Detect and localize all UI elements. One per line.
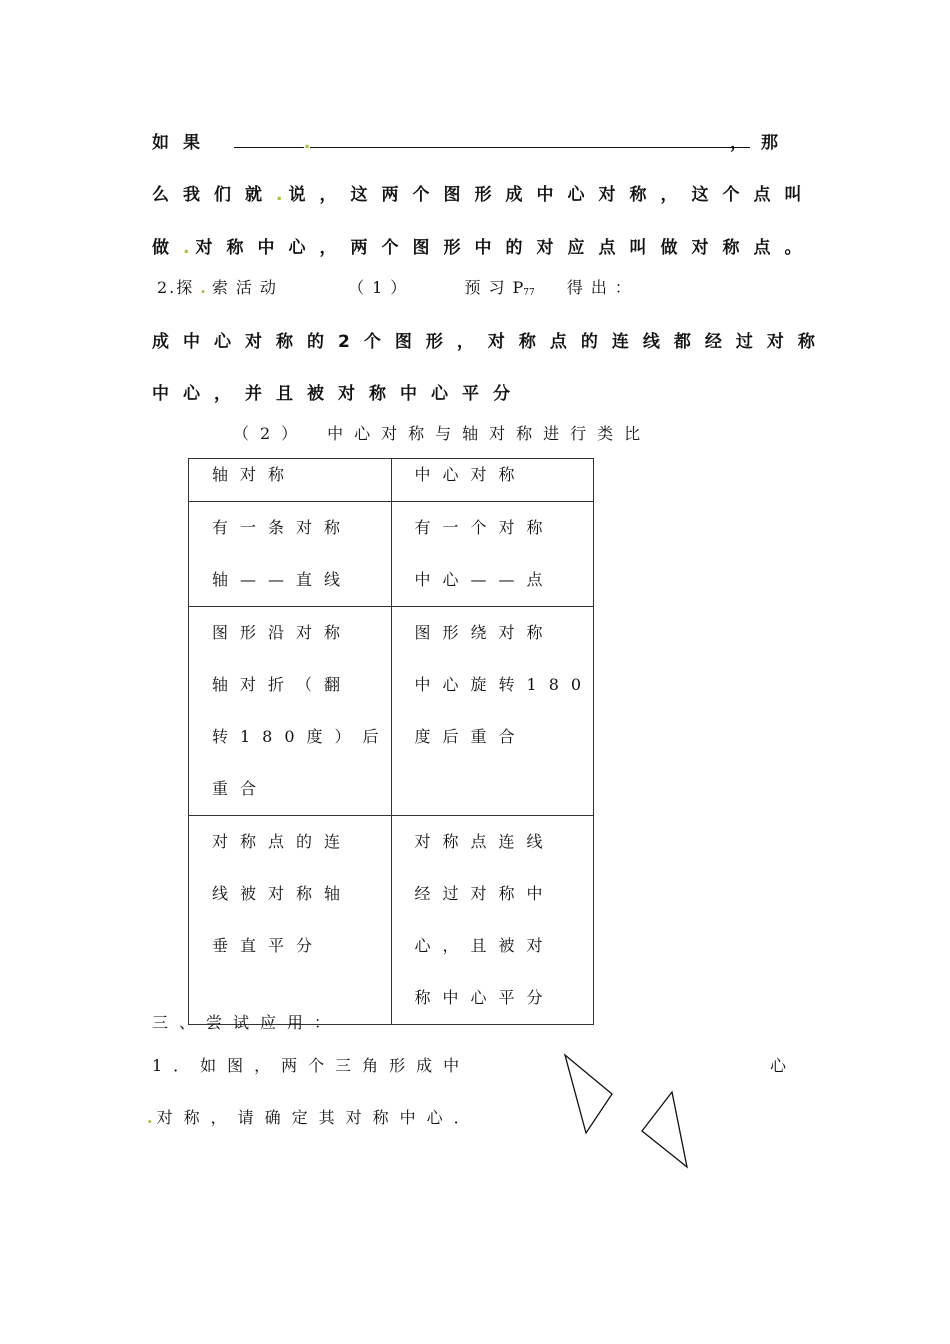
cell-line: 图形绕对称 [414,623,555,642]
para1-line3a: 做 [152,238,183,258]
table-cell [391,502,594,607]
q1-line2-text: 对称，请确定其对称中心． [156,1108,481,1127]
triangle-b [642,1092,687,1167]
conclusion-line2: 中心，并且被对称中心平分 [152,384,524,404]
activity-label-b: 索活动 [211,278,284,297]
page-ref-letter: P [512,278,524,297]
cell-line: 有一条对称 [212,518,353,537]
triangle-a [565,1055,612,1133]
cell-line: 图形沿对称 [212,623,353,642]
table-header-cell: 轴对称 [189,459,392,502]
para1-line2a: 么我们就 [152,185,276,205]
cell-line: 轴——直线 [212,570,353,589]
fill-blank-long[interactable] [310,135,750,148]
q1-line1-tail: 心 [770,1056,787,1075]
page-ref-number: 77 [523,288,535,298]
cell-line: 重合 [212,779,269,798]
table-cell [391,607,594,816]
activity-part1: （1） [348,278,415,297]
page-ref [512,278,534,297]
table-cell [189,607,392,816]
cell-line: 垂直平分 [212,936,325,955]
accent-dot-icon: . [276,185,289,205]
fill-blank-short[interactable] [234,135,304,148]
q1-line1: 1．如图，两个三角形成中 [152,1056,471,1075]
table-row [189,502,594,607]
part2-heading: （2） 中心对称与轴对称进行类比 [233,424,652,443]
activity-result: 得出： [566,278,639,297]
activity-line [157,275,639,298]
cell-line: 中心——点 [414,570,555,589]
cell-line: 心，且被对 [414,936,555,955]
q1-line2 [147,1105,481,1128]
accent-dot-icon: . [200,278,212,297]
cell-line: 转180度）后 [212,727,391,746]
para1-line1 [152,128,750,153]
table-cell [189,816,392,1025]
cell-line: 经过对称中 [414,884,555,903]
cell-line: 对称点的连 [212,832,353,851]
accent-dot-icon: . [183,238,196,258]
triangles-figure [555,1050,705,1175]
para1-start: 如果 [152,133,214,153]
accent-dot-icon: . [147,1108,157,1127]
para1-line1-end: ，那 [730,133,792,153]
table-row [189,816,594,1025]
cell-line: 轴对折（翻 [212,675,353,694]
para1-line3 [152,233,815,258]
activity-preview: 预习 [464,278,513,297]
table-cell [391,816,594,1025]
accent-dot-icon: . [303,133,311,153]
cell-line: 对称点连线 [414,832,555,851]
conclusion-line1: 成中心对称的2个图形，对称点的连线都经过对称 [152,332,829,352]
cell-line: 称中心平分 [414,988,555,1007]
para1-line2 [152,180,815,205]
activity-number: 2. [157,278,177,297]
comparison-table [188,458,594,1025]
para1-line3b: 对称中心，两个图形中的对应点叫做对称点。 [195,238,816,258]
cell-line: 度后重合 [414,727,527,746]
cell-line: 线被对称轴 [212,884,353,903]
table-header-row [189,459,594,502]
table-cell [189,502,392,607]
cell-line: 有一个对称 [414,518,555,537]
cell-line: 中心旋转180 [414,675,594,694]
table-row [189,607,594,816]
section3-title: 三、尝试应用： [152,1013,342,1032]
table-header-cell: 中心对称 [391,459,594,502]
para1-line2b: 说，这两个图形成中心对称，这个点叫 [288,185,816,205]
activity-label-a: 探 [176,278,201,297]
